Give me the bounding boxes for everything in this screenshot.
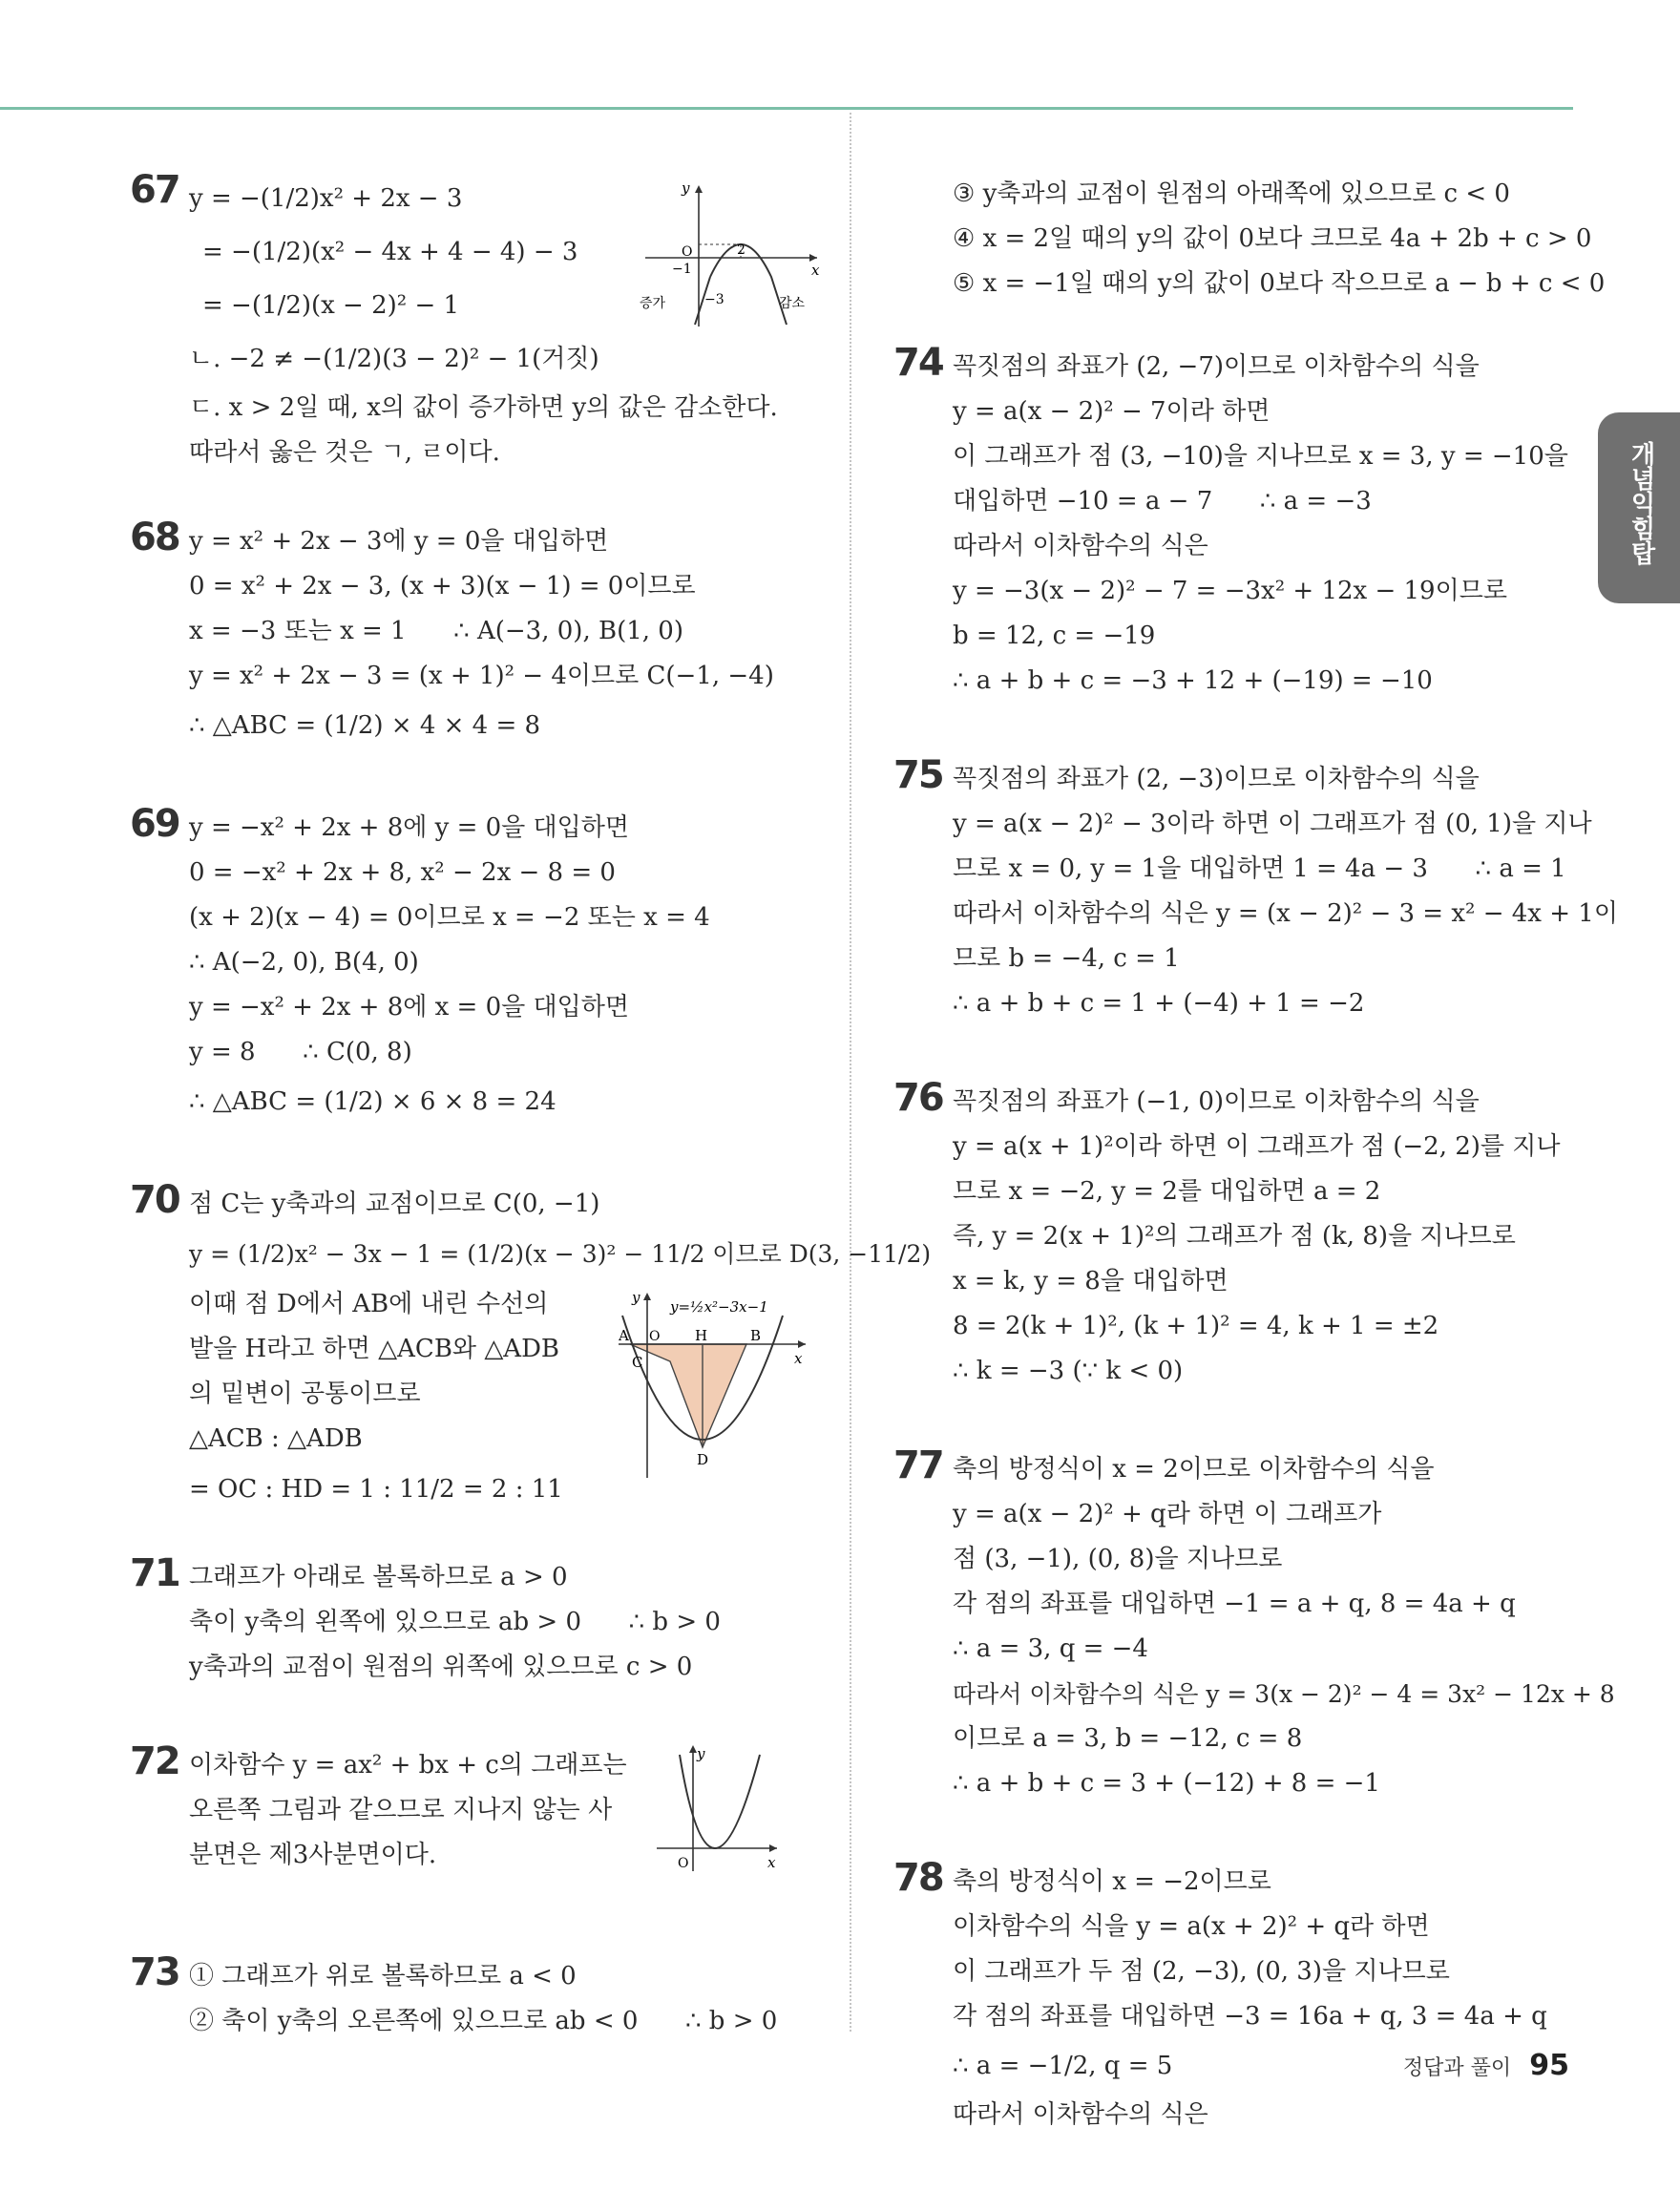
solution-line: = −(1/2)(x² − 4x + 4 − 4) − 3 bbox=[202, 238, 578, 266]
tick-label: 2 bbox=[737, 242, 746, 258]
solution-line: 0 = x² + 2x − 3, (x + 3)(x − 1) = 0이므로 bbox=[189, 572, 696, 600]
solution-line: 각 점의 좌표를 대입하면 −3 = 16a + q, 3 = 4a + q bbox=[953, 2002, 1547, 2031]
solution-line: 의 밑변이 공통이므로 bbox=[189, 1380, 421, 1408]
problem-71 bbox=[130, 1551, 827, 1690]
x-axis-label: x bbox=[794, 1350, 803, 1367]
point-h-label: H bbox=[695, 1327, 708, 1344]
x-axis-label: x bbox=[767, 1854, 776, 1871]
solution-line: 이므로 a = 3, b = −12, c = 8 bbox=[953, 1724, 1303, 1753]
solution-line: 꼭짓점의 좌표가 (−1, 0)이므로 이차함수의 식을 bbox=[953, 1087, 1480, 1116]
solution-line: y = −x² + 2x + 8에 y = 0을 대입하면 bbox=[189, 813, 630, 842]
solution-line: 따라서 옳은 것은 ㄱ, ㄹ이다. bbox=[189, 438, 500, 467]
solution-line: (x + 2)(x − 4) = 0이므로 x = −2 또는 x = 4 bbox=[189, 903, 710, 932]
x-axis-label: x bbox=[811, 262, 820, 279]
solution-line: 꼭짓점의 좌표가 (2, −7)이므로 이차함수의 식을 bbox=[953, 352, 1480, 381]
problem-78 bbox=[893, 1856, 1581, 2138]
solution-line: 이 그래프가 점 (3, −10)을 지나므로 x = 3, y = −10을 bbox=[953, 442, 1568, 471]
y-axis-label: y bbox=[632, 1289, 640, 1306]
solution-line: y = (1/2)x² − 3x − 1 = (1/2)(x − 3)² − 11/2 이므로 D(3, −11/2) bbox=[189, 1240, 932, 1268]
solution-line: 므로 x = −2, y = 2를 대입하면 a = 2 bbox=[953, 1177, 1381, 1206]
problem-number: 71 bbox=[130, 1551, 179, 1595]
solution-line: ③ y축과의 교점이 원점의 아래쪽에 있으므로 c < 0 bbox=[953, 179, 1510, 208]
problem-number: 77 bbox=[893, 1443, 943, 1487]
solution-line: ∴ A(−2, 0), B(4, 0) bbox=[189, 948, 419, 977]
tick-label: −1 bbox=[672, 262, 692, 277]
page-number: 95 bbox=[1529, 2049, 1569, 2082]
page-footer bbox=[1403, 2049, 1569, 2082]
problem-number: 68 bbox=[130, 516, 179, 559]
solution-line: ∴ k = −3 (∵ k < 0) bbox=[953, 1357, 1184, 1385]
problem-74 bbox=[893, 341, 1581, 704]
decrease-label: 감소 bbox=[779, 296, 806, 311]
solution-line: 오른쪽 그림과 같으므로 지나지 않는 사 bbox=[189, 1796, 613, 1824]
solution-line: 므로 b = −4, c = 1 bbox=[953, 944, 1180, 973]
side-tab-label: 개념익힘탑 bbox=[1627, 441, 1655, 565]
point-b-label: B bbox=[750, 1327, 762, 1344]
solution-line: y축과의 교점이 원점의 위쪽에 있으므로 c > 0 bbox=[189, 1653, 693, 1681]
solution-line: ∴ a = −1/2, q = 5 bbox=[953, 2052, 1173, 2080]
solution-line: y = a(x − 2)² − 7이라 하면 bbox=[953, 397, 1270, 426]
increase-label: 증가 bbox=[640, 296, 666, 311]
solution-line: = −(1/2)(x − 2)² − 1 bbox=[202, 291, 460, 320]
top-rule bbox=[0, 107, 1573, 110]
point-c-label: C bbox=[632, 1354, 643, 1371]
solution-line: 따라서 이차함수의 식은 y = (x − 2)² − 3 = x² − 4x + 1이 bbox=[953, 899, 1618, 928]
graph-67 bbox=[636, 181, 827, 334]
origin-label: O bbox=[649, 1329, 661, 1344]
problem-76 bbox=[893, 1076, 1581, 1394]
problem-number: 76 bbox=[893, 1076, 943, 1120]
right-column bbox=[893, 172, 1618, 2191]
solution-line: y = −x² + 2x + 8에 x = 0을 대입하면 bbox=[189, 993, 629, 1022]
solution-line: 따라서 이차함수의 식은 bbox=[953, 532, 1208, 560]
solution-line: y = a(x − 2)² − 3이라 하면 이 그래프가 점 (0, 1)을 지나 bbox=[953, 810, 1592, 838]
solution-line: y = x² + 2x − 3 = (x + 1)² − 4이므로 C(−1, −4) bbox=[189, 662, 774, 690]
solution-line: ㄷ. x > 2일 때, x의 값이 증가하면 y의 값은 감소한다. bbox=[189, 393, 778, 422]
solution-line: y = a(x + 1)²이라 하면 이 그래프가 점 (−2, 2)를 지나 bbox=[953, 1132, 1561, 1161]
solution-line: y = x² + 2x − 3에 y = 0을 대입하면 bbox=[189, 527, 609, 556]
solution-line: 0 = −x² + 2x + 8, x² − 2x − 8 = 0 bbox=[189, 858, 616, 887]
solution-line: 축이 y축의 왼쪽에 있으므로 ab > 0 ∴ b > 0 bbox=[189, 1608, 721, 1636]
y-axis-label: y bbox=[682, 181, 690, 197]
problem-number: 70 bbox=[130, 1178, 179, 1222]
column-divider bbox=[850, 113, 851, 2032]
footer-label: 정답과 풀이 bbox=[1402, 2056, 1512, 2080]
problem-number: 72 bbox=[130, 1739, 179, 1783]
origin-label: O bbox=[678, 1856, 689, 1871]
graph-70 bbox=[619, 1287, 809, 1487]
solution-line: 따라서 이차함수의 식은 bbox=[953, 2100, 1208, 2129]
problem-73 bbox=[130, 1950, 827, 2044]
solution-line: 므로 x = 0, y = 1을 대입하면 1 = 4a − 3 ∴ a = 1 bbox=[953, 854, 1566, 883]
solution-line: ① 그래프가 위로 볼록하므로 a < 0 bbox=[189, 1962, 577, 1991]
chapter-side-tab bbox=[1598, 412, 1680, 603]
problem-number: 69 bbox=[130, 802, 179, 846]
solution-line: x = −3 또는 x = 1 ∴ A(−3, 0), B(1, 0) bbox=[189, 617, 683, 645]
problem-number: 73 bbox=[130, 1950, 179, 1994]
solution-line: 점 (3, −1), (0, 8)을 지나므로 bbox=[953, 1545, 1283, 1573]
solution-line: ∴ a + b + c = 1 + (−4) + 1 = −2 bbox=[953, 989, 1365, 1018]
solution-line: ⑤ x = −1일 때의 y의 값이 0보다 작으므로 a − b + c < 0 bbox=[953, 269, 1606, 298]
solution-line: = OC : HD = 1 : 11/2 = 2 : 11 bbox=[189, 1475, 563, 1504]
solution-line: 즉, y = 2(x + 1)²의 그래프가 점 (k, 8)을 지나므로 bbox=[953, 1222, 1516, 1251]
solution-line: 그래프가 아래로 볼록하므로 a > 0 bbox=[189, 1563, 568, 1591]
solution-line: 점 C는 y축과의 교점이므로 C(0, −1) bbox=[189, 1190, 600, 1218]
problem-69 bbox=[130, 802, 827, 1128]
point-a-label: A bbox=[619, 1327, 629, 1344]
point-d-label: D bbox=[697, 1451, 709, 1468]
solution-line: △ACB : △ADB bbox=[189, 1424, 363, 1453]
solution-line: ∴ a + b + c = 3 + (−12) + 8 = −1 bbox=[953, 1769, 1380, 1798]
solution-line: ② 축이 y축의 오른쪽에 있으므로 ab < 0 ∴ b > 0 bbox=[189, 2007, 778, 2035]
problem-68 bbox=[130, 516, 827, 752]
problem-75 bbox=[893, 753, 1618, 1026]
solution-line: 대입하면 −10 = a − 7 ∴ a = −3 bbox=[953, 487, 1372, 516]
solution-line: 이때 점 D에서 AB에 내린 수선의 bbox=[189, 1290, 549, 1318]
graph-72 bbox=[657, 1741, 781, 1875]
solution-line: ㄴ. −2 ≠ −(1/2)(3 − 2)² − 1(거짓) bbox=[189, 345, 599, 373]
origin-label: O bbox=[682, 244, 693, 260]
solution-line: y = −(1/2)x² + 2x − 3 bbox=[189, 184, 463, 213]
solution-line: 이차함수 y = ax² + bx + c의 그래프는 bbox=[189, 1751, 627, 1780]
solution-line: 8 = 2(k + 1)², (k + 1)² = 4, k + 1 = ±2 bbox=[953, 1312, 1439, 1340]
solution-line: ∴ △ABC = (1/2) × 4 × 4 = 8 bbox=[189, 711, 541, 740]
solution-line: ∴ a = 3, q = −4 bbox=[953, 1634, 1148, 1663]
problem-72 bbox=[130, 1739, 827, 1878]
problem-number: 67 bbox=[130, 168, 179, 212]
solution-line: y = a(x − 2)² + q라 하면 이 그래프가 bbox=[953, 1500, 1382, 1528]
solution-line: 발을 H라고 하면 △ACB와 △ADB bbox=[189, 1335, 560, 1363]
problem-number: 74 bbox=[893, 341, 943, 385]
curve-equation: y=½x²−3x−1 bbox=[670, 1298, 768, 1316]
solution-line: 분면은 제3사분면이다. bbox=[189, 1841, 437, 1869]
solution-line: 축의 방정식이 x = −2이므로 bbox=[953, 1867, 1271, 1896]
solution-line: 따라서 이차함수의 식은 y = 3(x − 2)² − 4 = 3x² − 12x + 8 bbox=[953, 1680, 1615, 1708]
solution-line: 꼭짓점의 좌표가 (2, −3)이므로 이차함수의 식을 bbox=[953, 765, 1480, 793]
solution-line: 이 그래프가 두 점 (2, −3), (0, 3)을 지나므로 bbox=[953, 1957, 1450, 1986]
solution-line: 각 점의 좌표를 대입하면 −1 = a + q, 8 = 4a + q bbox=[953, 1590, 1516, 1618]
solution-line: ∴ a + b + c = −3 + 12 + (−19) = −10 bbox=[953, 666, 1433, 695]
problem-77 bbox=[893, 1443, 1615, 1806]
problem-number: 75 bbox=[893, 753, 943, 797]
problem-number: 78 bbox=[893, 1856, 943, 1900]
y-axis-label: y bbox=[697, 1745, 705, 1762]
solution-line: x = k, y = 8을 대입하면 bbox=[953, 1267, 1228, 1296]
solution-line: y = −3(x − 2)² − 7 = −3x² + 12x − 19이므로 bbox=[953, 577, 1507, 605]
problem-73-continued bbox=[893, 172, 1606, 306]
solution-line: 이차함수의 식을 y = a(x + 2)² + q라 하면 bbox=[953, 1912, 1430, 1941]
tick-label: −3 bbox=[704, 292, 724, 307]
problem-67 bbox=[130, 168, 827, 475]
solution-line: ④ x = 2일 때의 y의 값이 0보다 크므로 4a + 2b + c > 0 bbox=[953, 224, 1592, 253]
solution-line: ∴ △ABC = (1/2) × 6 × 8 = 24 bbox=[189, 1087, 556, 1116]
solution-line: y = 8 ∴ C(0, 8) bbox=[189, 1038, 412, 1066]
solution-line: 축의 방정식이 x = 2이므로 이차함수의 식을 bbox=[953, 1455, 1435, 1484]
solution-line: b = 12, c = −19 bbox=[953, 621, 1156, 650]
